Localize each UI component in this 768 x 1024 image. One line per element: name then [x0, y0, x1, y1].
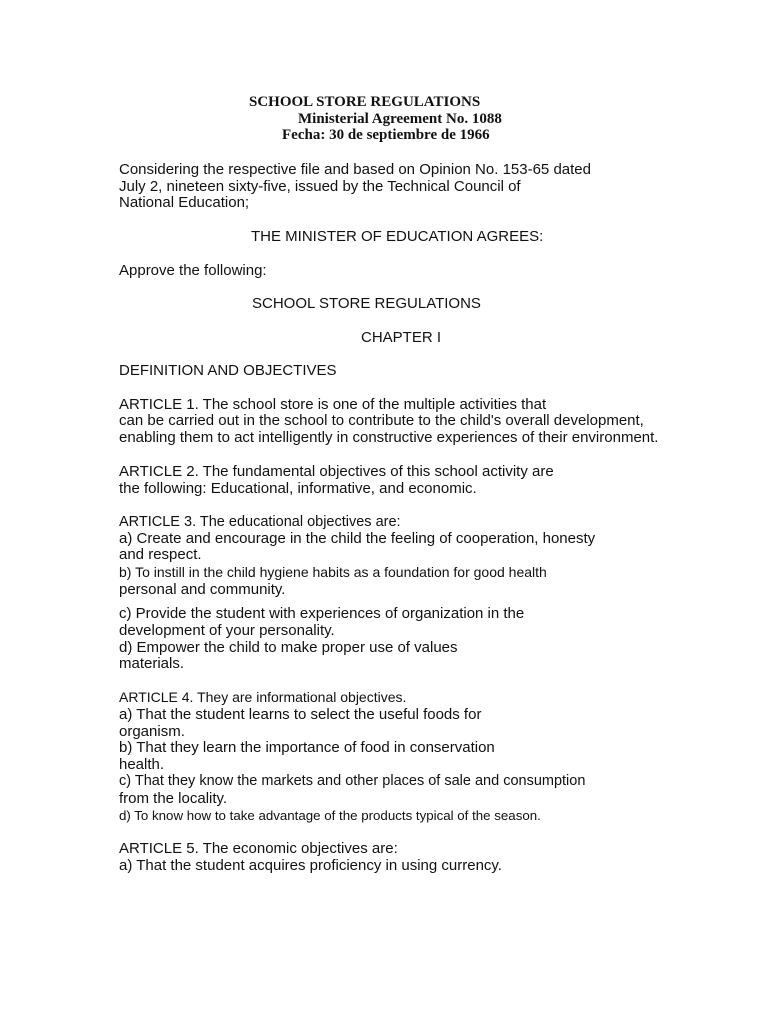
article-5-item: a) That the student acquires proficiency in using currency. — [119, 857, 502, 874]
regulations-heading: SCHOOL STORE REGULATIONS — [252, 295, 481, 312]
article-4-item: b) That they learn the importance of food in conservation — [119, 739, 495, 756]
preamble-line: July 2, nineteen sixty-five, issued by the Technical Council of — [119, 178, 521, 195]
article-3-item: c) Provide the student with experiences of organization in the — [119, 605, 525, 622]
article-3-item: d) Empower the child to make proper use of values — [119, 639, 458, 656]
article-3-item: b) To instill in the child hygiene habits as a foundation for good health — [119, 564, 547, 580]
article-4-item: from the locality. — [119, 790, 228, 807]
preamble-line: National Education; — [119, 194, 250, 211]
article-4-heading: ARTICLE 4. They are informational objectives. — [119, 689, 407, 705]
article-3-item: a) Create and encourage in the child the feeling of cooperation, honesty — [119, 530, 596, 547]
agreement-date: Fecha: 30 de septiembre de 1966 — [282, 127, 490, 143]
article-5-heading: ARTICLE 5. The economic objectives are: — [119, 840, 398, 857]
article-1-line: can be carried out in the school to contribute to the child's overall development, — [119, 412, 644, 429]
article-4-item: a) That the student learns to select the useful foods for — [119, 706, 482, 723]
agreement-number: Ministerial Agreement No. 1088 — [298, 111, 502, 127]
article-3-item: development of your personality. — [119, 622, 335, 639]
article-4-item: c) That they know the markets and other places of sale and consumption — [119, 773, 586, 789]
article-1-line: enabling them to act intelligently in constructive experiences of their environment. — [119, 429, 659, 446]
article-3-heading: ARTICLE 3. The educational objectives are: — [119, 514, 401, 530]
article-4-item: organism. — [119, 723, 185, 740]
article-3-item: and respect. — [119, 546, 202, 563]
article-2-heading: ARTICLE 2. The fundamental objectives of this school activity are — [119, 463, 554, 480]
article-4-item: health. — [119, 756, 165, 773]
chapter-title: DEFINITION AND OBJECTIVES — [119, 362, 337, 379]
article-3-item: personal and community. — [119, 581, 286, 598]
preamble-line: Considering the respective file and based on Opinion No. 153-65 dated — [119, 161, 591, 178]
resolution-heading: THE MINISTER OF EDUCATION AGREES: — [251, 228, 544, 245]
article-1-heading: ARTICLE 1. The school store is one of the multiple activities that — [119, 396, 547, 413]
document-title: SCHOOL STORE REGULATIONS — [249, 94, 481, 110]
article-4-item: d) To know how to take advantage of the products typical of the season. — [119, 808, 541, 823]
article-2-line: the following: Educational, informative, and economic. — [119, 480, 477, 497]
approval-statement: Approve the following: — [119, 262, 267, 279]
article-3-item: materials. — [119, 655, 185, 672]
chapter-number: CHAPTER I — [361, 329, 442, 346]
